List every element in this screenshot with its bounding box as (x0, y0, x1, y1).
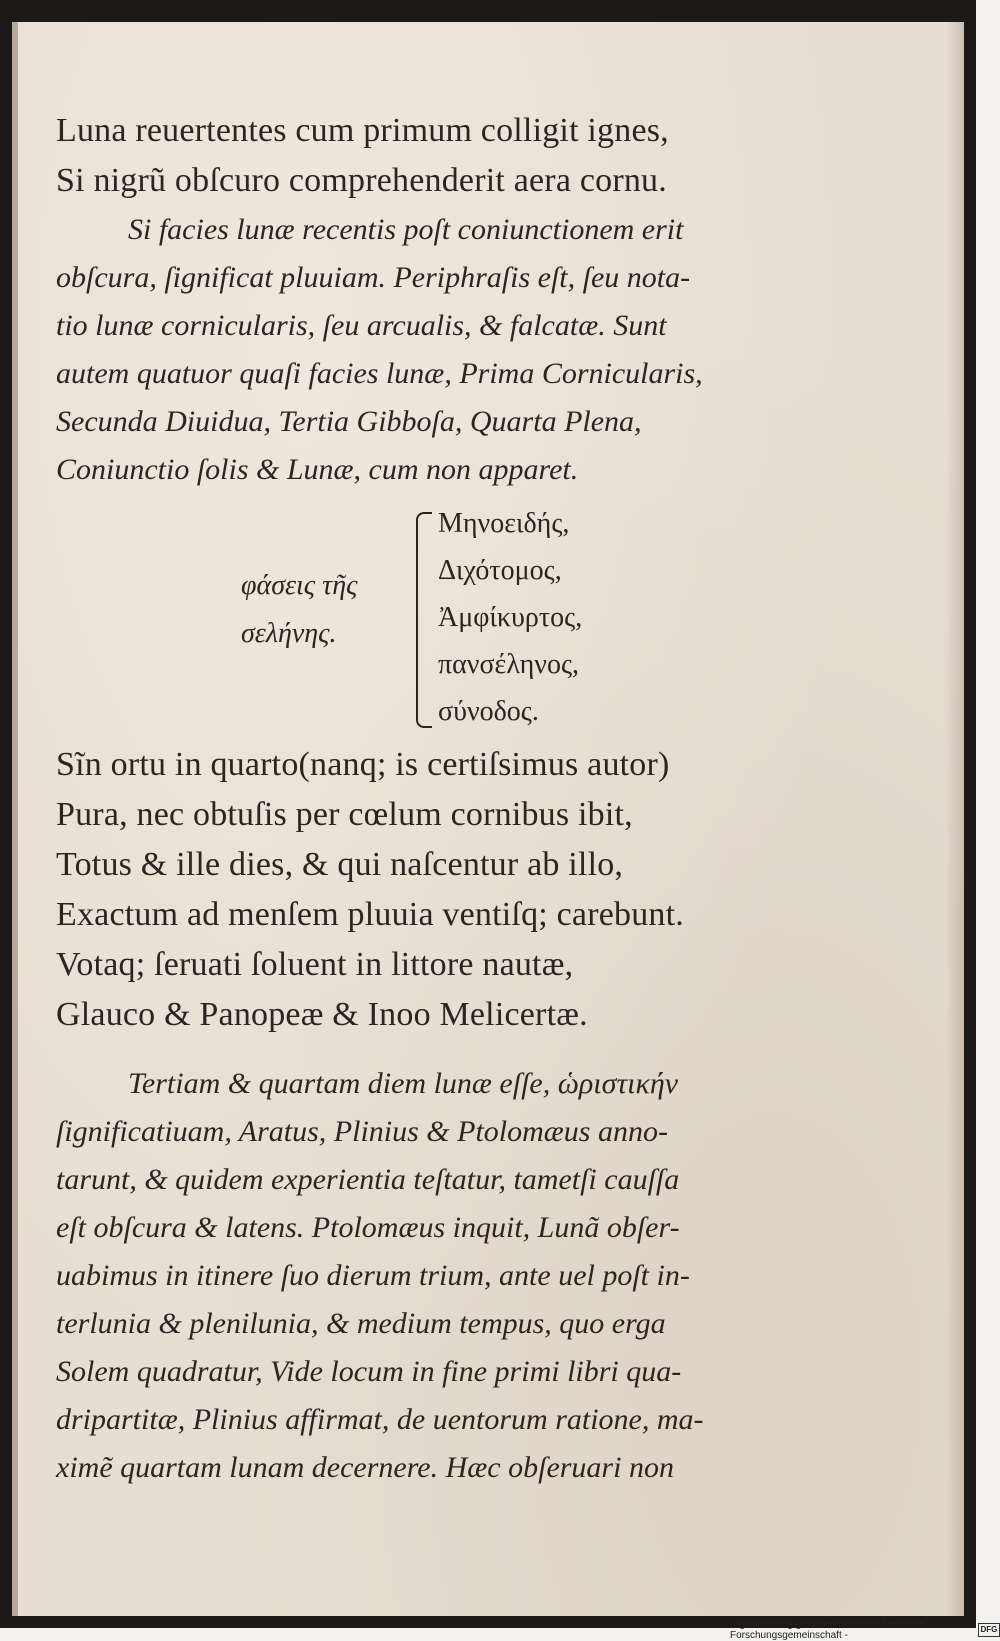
commentary-line: uabimus in itinere ſuo dierum trium, ante uel poſt in- (56, 1259, 690, 1292)
commentary-line: Si facies lunæ recentis poſt coniunctionem erit (128, 213, 684, 246)
page-edge-shadow (946, 22, 964, 1616)
greek-phase: Διχότομος, (438, 555, 562, 586)
verse-line: Glauco & Panopeæ & Inoo Melicertæ. (56, 996, 588, 1033)
commentary-line: autem quatuor quaſi facies lunæ, Prima Cornicularis, (56, 357, 703, 390)
dfg-logo: DFG (978, 1623, 1000, 1637)
commentary-line: Solem quadratur, Vide locum in fine primi libri qua- (56, 1355, 682, 1388)
verse-line: Votaq; ſeruati ſoluent in littore nautæ, (56, 946, 574, 983)
commentary-line: Secunda Diuidua, Tertia Gibboſa, Quarta Plena, (56, 405, 642, 438)
verse-line: Pura, nec obtuſis per cœlum cornibus ibit, (56, 796, 633, 833)
page-text (56, 106, 816, 1492)
commentary-line: Tertiam & quartam diem lunæ eſſe, ὡριστικήν (128, 1067, 679, 1100)
commentary-line: tarunt, & quidem experientia teſtatur, tametſi cauſſa (56, 1163, 680, 1196)
commentary-line: tio lunæ cornicularis, ſeu arcualis, & falcatæ. Sunt (56, 309, 667, 342)
digitization-footer (730, 1619, 1000, 1641)
commentary-line: dripartitæ, Plinius affirmat, de uentorum ratione, ma- (56, 1403, 704, 1436)
greek-heading-line: φάσεις τῆς (241, 570, 358, 601)
greek-phase: πανσέληνος, (438, 649, 580, 680)
verse-line: Si nigrũ obſcuro comprehenderit aera cornu. (56, 162, 667, 199)
paragraph-gap (56, 1040, 816, 1060)
commentary-line: ximẽ quartam lunam decernere. Hæc obſeruari non (56, 1451, 674, 1484)
footer-credit: Digitalisierung gefördert durch die Deutsche Forschungsgemeinschaft - (730, 1619, 925, 1641)
greek-phase-list (438, 500, 582, 735)
curly-brace (416, 512, 432, 728)
verse-line: Totus & ille dies, & qui naſcentur ab illo, (56, 846, 624, 883)
verse-line: Exactum ad menſem pluuia ventiſq; carebunt. (56, 896, 684, 933)
commentary-line: eſt obſcura & latens. Ptolomæus inquit, Lunã obſer- (56, 1211, 680, 1244)
verse-line: Luna reuertentes cum primum colligit ignes, (56, 112, 669, 149)
commentary-line: obſcura, ſignificat pluuiam. Periphraſis eſt, ſeu nota- (56, 261, 691, 294)
greek-phase: σύνοδος. (438, 696, 539, 727)
greek-heading (241, 562, 357, 658)
commentary-line: terlunia & plenilunia, & medium tempus, quo erga (56, 1307, 666, 1340)
book-page (12, 22, 964, 1616)
greek-phase: Ἀμφίκυρτος, (438, 602, 583, 633)
commentary-line: Coniunctio ſolis & Lunæ, cum non apparet. (56, 453, 579, 486)
verse-line: Sĩn ortu in quarto(nanq; is certiſsimus autor) (56, 746, 670, 783)
commentary-line: ſignificatiuam, Aratus, Plinius & Ptolomæus anno- (56, 1115, 668, 1148)
greek-phases-table (56, 500, 816, 740)
greek-heading-line: σελήνης. (241, 618, 337, 649)
greek-phase: Μηνοειδής, (438, 508, 570, 539)
